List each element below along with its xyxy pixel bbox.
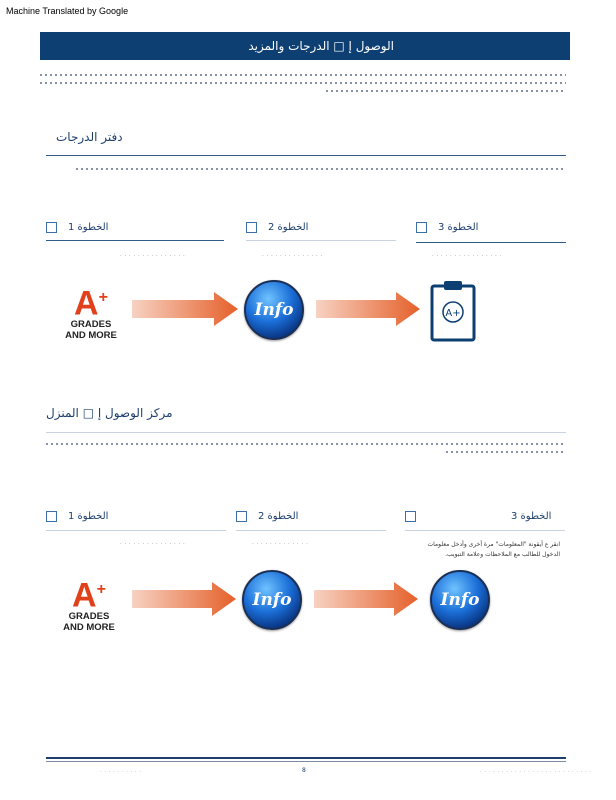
s1-step2-rule	[246, 240, 396, 241]
s2-step3	[405, 511, 551, 522]
s1-step3-rule	[416, 242, 566, 243]
s1-step3-text: · · · · · · · · · · · · · · · ·	[432, 253, 502, 259]
s2-step2-label: الخطوة 2	[258, 511, 299, 522]
section2-rule	[46, 432, 566, 433]
clipboard-grade: A+	[445, 308, 461, 319]
s1-step1-rule	[46, 240, 224, 241]
s1-arrow2-icon	[316, 292, 420, 326]
s2-step3-text: انقر ع أيقونة "المعلومات" مرة أخرى وأدخل معلومات الدخول للطالب مع الملاحظات وعلامة التبويب.	[427, 541, 560, 558]
s2-step3-checkbox[interactable]	[405, 511, 416, 522]
footer-rule-bottom	[46, 761, 566, 762]
section1-title: دفتر الدرجات	[56, 130, 123, 144]
page-number: 8	[302, 767, 306, 774]
grades-logo-line1: GRADES	[68, 611, 110, 623]
s2-info-label-2: Info	[440, 590, 480, 610]
footer-right-text: · · · · · · · · · · · · · · · · · · · · · · · · · ·	[480, 769, 592, 775]
s1-step1-label: الخطوة 1	[68, 222, 109, 233]
grades-a-plus-icon: A+	[72, 576, 106, 615]
s1-step3-checkbox[interactable]	[416, 222, 427, 233]
s2-step1-label: الخطوة 1	[68, 511, 109, 522]
machine-translation-watermark: Machine Translated by Google	[6, 6, 129, 16]
s1-info-label: Info	[254, 300, 294, 320]
s2-step1-rule	[46, 530, 226, 531]
s2-step2-rule	[236, 530, 386, 531]
s1-step2-label: الخطوة 2	[268, 222, 309, 233]
intro-paragraph	[40, 74, 566, 98]
grades-logo-line2: AND MORE	[65, 330, 117, 342]
s1-step1-checkbox[interactable]	[46, 222, 57, 233]
s2-info-label-1: Info	[252, 590, 292, 610]
section2-title: مركز الوصول إ □ المنزل	[46, 406, 173, 420]
s2-step2	[236, 511, 298, 522]
s1-info-icon	[244, 280, 304, 340]
grades-logo-line2: AND MORE	[63, 622, 115, 634]
s2-step3-label: الخطوة 3	[511, 511, 552, 522]
s2-grades-logo	[58, 574, 120, 633]
clipboard-icon	[430, 280, 476, 342]
s1-step1-text: · · · · · · · · · · · · · · ·	[120, 253, 186, 259]
s1-step3	[416, 222, 478, 233]
footer-rule-top	[46, 757, 566, 759]
page-banner	[40, 32, 570, 60]
s2-step1-checkbox[interactable]	[46, 511, 57, 522]
footer-left-text: · · · · · · · · · ·	[100, 769, 142, 775]
section1-rule	[46, 155, 566, 156]
grades-logo-line1: GRADES	[70, 319, 112, 331]
s2-arrow2-icon	[314, 582, 418, 616]
section2-description	[46, 443, 566, 459]
s1-step2-text: · · · · · · · · · · · · · ·	[262, 253, 323, 259]
banner-title: الوصول إ □ الدرجات والمزيد	[248, 39, 394, 53]
s1-arrow1-icon	[132, 292, 238, 326]
s2-step2-text: · · · · · · · · · · · · ·	[252, 541, 309, 547]
s2-info-icon-1	[242, 570, 302, 630]
s1-grades-logo	[60, 282, 122, 341]
grades-a-plus-icon: A+	[74, 284, 108, 323]
s2-step3-rule	[405, 530, 565, 531]
s2-arrow1-icon	[132, 582, 236, 616]
s1-step3-label: الخطوة 3	[438, 222, 479, 233]
s2-step2-checkbox[interactable]	[236, 511, 247, 522]
s2-info-icon-2	[430, 570, 490, 630]
s1-step1	[46, 222, 108, 233]
s1-step2	[246, 222, 308, 233]
s1-step2-checkbox[interactable]	[246, 222, 257, 233]
section1-description	[76, 168, 566, 176]
s2-step1-text: · · · · · · · · · · · · · · ·	[120, 541, 186, 547]
s2-step1	[46, 511, 108, 522]
